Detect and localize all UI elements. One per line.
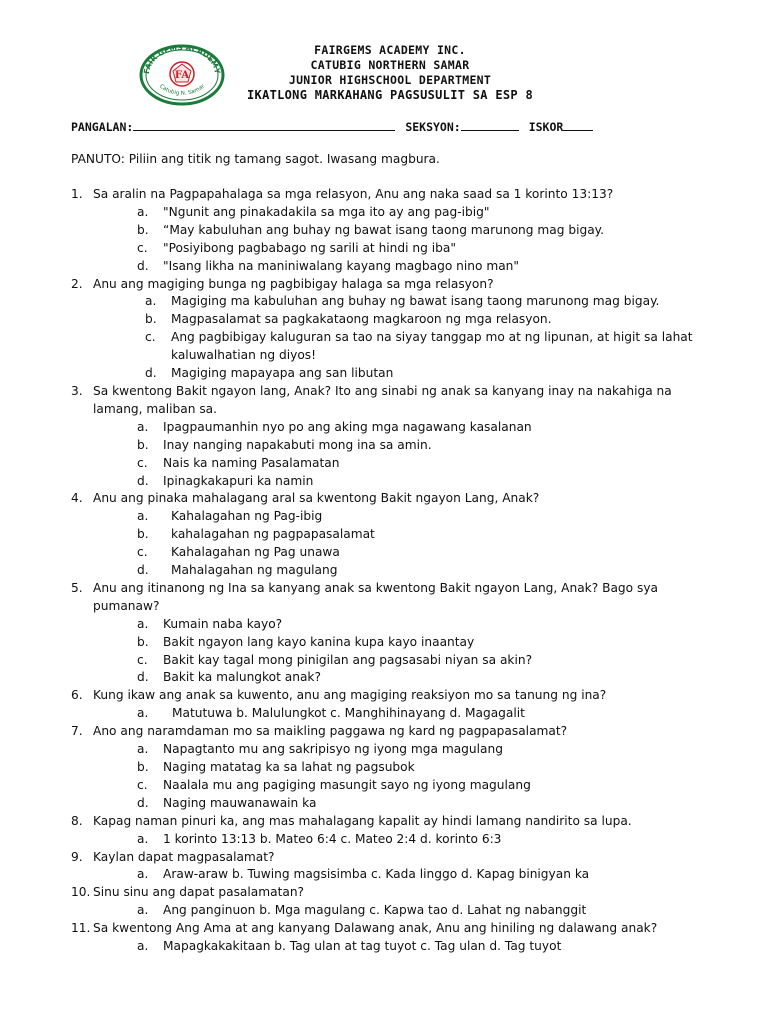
exam-title: IKATLONG MARKAHANG PAGSUSULIT SA ESP 8 xyxy=(247,88,533,102)
section-label: SEKSYON: xyxy=(405,120,461,134)
choice-letter: a. xyxy=(137,903,149,918)
logo-text-top: FAIR GEMS ACADEMY xyxy=(141,44,223,75)
choice-item[interactable] xyxy=(137,544,721,562)
choice-text: Magiging mapayapa ang san libutan xyxy=(171,366,394,381)
choice-item[interactable] xyxy=(137,222,721,240)
inline-choices[interactable] xyxy=(137,866,721,884)
question-number: 1. xyxy=(71,187,83,201)
question-number: 8. xyxy=(71,813,83,828)
choice-item[interactable] xyxy=(145,293,721,311)
question-item xyxy=(71,920,721,956)
logo-text-bottom: Catubig N. Samar xyxy=(158,83,206,97)
choice-list xyxy=(93,831,721,849)
question-text: Anu ang magiging bunga ng pagbibigay halaga sa mga relasyon? xyxy=(93,276,494,291)
choice-text: Ang panginuon b. Mga magulang c. Kapwa tao d. Lahat ng nabanggit xyxy=(163,903,587,918)
choice-item[interactable] xyxy=(137,258,721,276)
question-text: Sa kwentong Bakit ngayon lang, Anak? Ito ang sinabi ng anak sa kanyang inay na nakahiga na lamang, maliban sa. xyxy=(93,383,672,416)
name-blank[interactable] xyxy=(133,119,395,131)
choice-item[interactable] xyxy=(145,311,721,329)
choice-letter: a. xyxy=(137,509,149,524)
question-number: 4. xyxy=(71,491,83,506)
choice-letter: d. xyxy=(137,473,149,488)
choice-text: Bakit ngayon lang kayo kanina kupa kayo inaantay xyxy=(163,634,475,649)
choice-text: Kahalagahan ng Pag-ibig xyxy=(171,509,323,524)
choice-item[interactable] xyxy=(137,473,721,491)
choice-letter: c. xyxy=(145,330,156,345)
choice-text: "Isang likha na maniniwalang kayang magbago nino man" xyxy=(163,258,520,273)
student-info-line xyxy=(71,119,593,134)
choice-item[interactable] xyxy=(137,634,721,652)
choice-text: "Posiyibong pagbabago ng sarili at hindi ng iba" xyxy=(163,240,456,255)
choice-letter: b. xyxy=(145,312,157,327)
choice-text: Ipinagkakapuri ka namin xyxy=(163,473,314,488)
choice-item[interactable] xyxy=(137,795,721,813)
question-text: Anu ang itinanong ng Ina sa kanyang anak sa kwentong Bakit ngayon Lang, Anak? Bago sya pumanaw? xyxy=(93,580,659,613)
question-text: Kapag naman pinuri ka, ang mas mahalagang kapalit ay hindi lamang nandirito sa lupa. xyxy=(93,813,632,828)
question-item xyxy=(71,580,721,687)
choice-letter: a. xyxy=(137,706,149,721)
choice-letter: c. xyxy=(137,545,148,560)
choice-letter: a. xyxy=(137,742,149,757)
choice-item[interactable] xyxy=(137,759,721,777)
instructions: PANUTO: Piliin ang titik ng tamang sagot. Iwasang magbura. xyxy=(71,152,440,166)
choice-text: Kahalagahan ng Pag unawa xyxy=(171,545,340,560)
question-text: Anu ang pinaka mahalagang aral sa kwentong Bakit ngayon Lang, Anak? xyxy=(93,491,540,506)
choice-text: Magiging ma kabuluhan ang buhay ng bawat isang taong marunong mag bigay. xyxy=(171,294,660,309)
choice-list xyxy=(93,204,721,276)
choice-item[interactable] xyxy=(137,562,721,580)
question-item xyxy=(71,276,721,383)
question-item xyxy=(71,687,721,723)
choice-letter: b. xyxy=(137,527,149,542)
section-blank[interactable] xyxy=(461,119,519,131)
question-item xyxy=(71,884,721,920)
choice-text: Ang pagbibigay kaluguran sa tao na siyay tanggap mo at ng lipunan, at higit sa lahat kaluwalhatian ng diyos! xyxy=(171,330,693,363)
choice-letter: c. xyxy=(137,652,148,667)
question-item xyxy=(71,490,721,580)
choice-item[interactable] xyxy=(137,204,721,222)
question-item xyxy=(71,813,721,849)
choice-text: "Ngunit ang pinakadakila sa mga ito ay ang pag-ibig" xyxy=(163,204,490,219)
choice-item[interactable] xyxy=(145,365,721,383)
choice-letter: d. xyxy=(137,670,149,685)
choice-letter: d. xyxy=(137,258,149,273)
choice-letter: c. xyxy=(137,777,148,792)
question-number: 9. xyxy=(71,849,83,864)
choice-text: Naging mauwanawain ka xyxy=(163,795,317,810)
question-item xyxy=(71,849,721,885)
question-text: Ano ang naramdaman mo sa maikling paggawa ng kard ng pagpapasalamat? xyxy=(93,724,568,739)
choice-letter: a. xyxy=(137,616,149,631)
choice-list xyxy=(93,866,721,884)
choice-letter: a. xyxy=(137,419,149,434)
choice-item[interactable] xyxy=(137,652,721,670)
choice-text: Magpasalamat sa pagkakataong magkaroon ng mga relasyon. xyxy=(171,312,552,327)
choice-list xyxy=(93,741,721,813)
choice-list xyxy=(93,419,721,491)
question-text: Kung ikaw ang anak sa kuwento, anu ang magiging reaksiyon mo sa tanung ng ina? xyxy=(93,688,607,703)
inline-choices[interactable] xyxy=(137,705,721,723)
choice-text: Matutuwa b. Malulungkot c. Manghihinayang d. Magagalit xyxy=(172,706,525,721)
choice-list xyxy=(93,705,721,723)
choice-text: Inay nanging napakabuti mong ina sa amin. xyxy=(163,437,432,452)
score-label: ISKOR xyxy=(528,120,564,134)
choice-letter: d. xyxy=(137,563,149,578)
choice-letter: b. xyxy=(137,634,149,649)
question-number: 3. xyxy=(71,383,83,398)
question-number: 6. xyxy=(71,688,83,703)
choice-letter: a. xyxy=(145,294,157,309)
choice-item[interactable] xyxy=(137,508,721,526)
question-number: 11. xyxy=(71,921,91,936)
question-number: 7. xyxy=(71,724,83,739)
choice-letter: d. xyxy=(145,366,157,381)
inline-choices[interactable] xyxy=(137,902,721,920)
choice-item[interactable] xyxy=(137,777,721,795)
question-number: 10. xyxy=(71,885,91,900)
question-number: 5. xyxy=(71,580,83,595)
choice-item[interactable] xyxy=(137,437,721,455)
choice-text: Nais ka naming Pasalamatan xyxy=(163,455,340,470)
department-name: JUNIOR HIGHSCHOOL DEPARTMENT xyxy=(288,73,492,87)
choice-text: Araw-araw b. Tuwing magsisimba c. Kada linggo d. Kapag binigyan ka xyxy=(163,867,590,882)
choice-letter: a. xyxy=(137,939,149,954)
question-list xyxy=(71,186,721,956)
choice-letter: b. xyxy=(137,437,149,452)
choice-letter: b. xyxy=(137,760,149,774)
choice-text: Bakit ka malungkot anak? xyxy=(163,670,321,685)
choice-item[interactable] xyxy=(137,669,721,687)
choice-text: Mapagkakakitaan b. Tag ulan at tag tuyot c. Tag ulan d. Tag tuyot xyxy=(163,939,562,954)
choice-letter: a. xyxy=(137,831,149,846)
choice-item[interactable] xyxy=(145,329,721,365)
inline-choices[interactable] xyxy=(137,831,721,849)
choice-letter: b. xyxy=(137,222,149,237)
question-item xyxy=(71,383,721,490)
choice-letter: d. xyxy=(137,795,149,810)
question-text: Sa kwentong Ang Ama at ang kanyang Dalawang anak, Anu ang hiniling ng dalawang anak? xyxy=(93,921,658,936)
choice-list xyxy=(93,902,721,920)
logo-monogram: FA xyxy=(174,70,190,81)
choice-text: Napagtanto mu ang sakripisyo ng iyong mga magulang xyxy=(163,742,503,757)
choice-item[interactable] xyxy=(137,526,721,544)
choice-item[interactable] xyxy=(137,616,721,634)
choice-text: “May kabuluhan ang buhay ng bawat isang taong marunong mag bigay. xyxy=(163,222,605,237)
question-text: Kaylan dapat magpasalamat? xyxy=(93,849,275,864)
question-number: 2. xyxy=(71,276,83,291)
choice-list xyxy=(93,293,721,383)
choice-text: Kumain naba kayo? xyxy=(163,616,283,631)
question-item xyxy=(71,723,721,813)
choice-text: kahalagahan ng pagpapasalamat xyxy=(171,527,375,542)
school-location: CATUBIG NORTHERN SAMAR xyxy=(310,58,470,72)
choice-letter: c. xyxy=(137,240,148,255)
choice-list xyxy=(93,616,721,688)
question-text: Sinu sinu ang dapat pasalamatan? xyxy=(93,885,305,900)
choice-text: Ipagpaumanhin nyo po ang aking mga nagawang kasalanan xyxy=(163,419,532,434)
choice-letter: a. xyxy=(137,867,149,882)
choice-item[interactable] xyxy=(137,741,721,759)
inline-choices[interactable] xyxy=(137,938,721,956)
choice-item[interactable] xyxy=(137,419,721,437)
choice-text: Naging matatag ka sa lahat ng pagsubok xyxy=(163,760,415,774)
question-text: Sa aralin na Pagpapahalaga sa mga relasyon, Anu ang naka saad sa 1 korinto 13:13? xyxy=(93,187,614,201)
choice-item[interactable] xyxy=(137,240,721,258)
score-blank[interactable] xyxy=(563,119,593,131)
choice-list xyxy=(93,938,721,956)
choice-text: Naalala mu ang pagiging masungit sayo ng iyong magulang xyxy=(163,777,531,792)
choice-letter: c. xyxy=(137,455,148,470)
choice-letter: a. xyxy=(137,204,149,219)
choice-text: Mahalagahan ng magulang xyxy=(171,563,338,578)
question-item xyxy=(71,186,721,276)
choice-item[interactable] xyxy=(137,455,721,473)
choice-text: Bakit kay tagal mong pinigilan ang pagsasabi niyan sa akin? xyxy=(163,652,533,667)
choice-list xyxy=(93,508,721,580)
choice-text: 1 korinto 13:13 b. Mateo 6:4 c. Mateo 2:4 d. korinto 6:3 xyxy=(163,831,502,846)
name-label: PANGALAN: xyxy=(71,120,134,134)
school-name: FAIRGEMS ACADEMY INC. xyxy=(314,43,466,57)
